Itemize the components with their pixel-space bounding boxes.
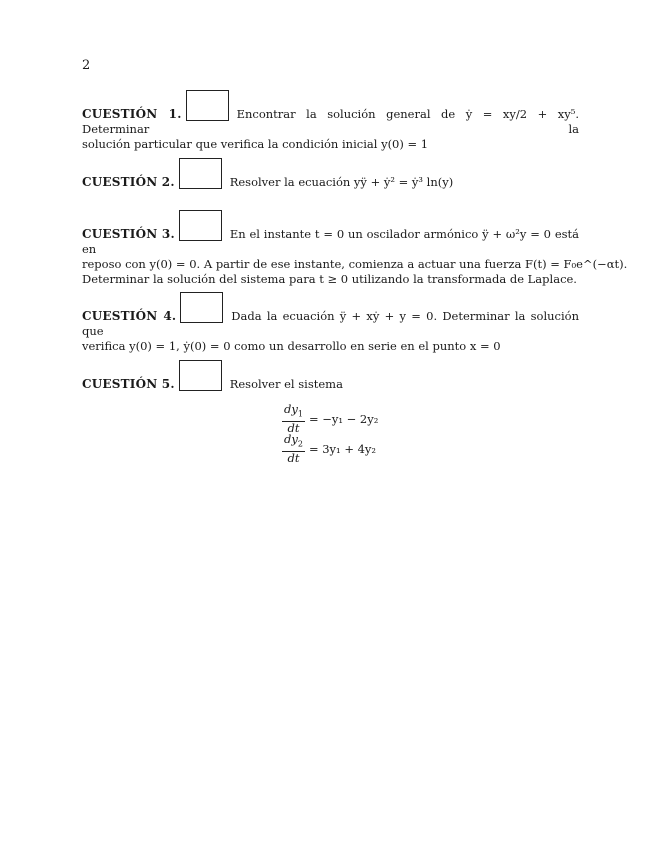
page-number: 2	[82, 58, 91, 73]
question-4-line-2: verifica y(0) = 1, ẏ(0) = 0 como un desarrollo en serie en el punto x = 0	[82, 339, 501, 353]
answer-box-5[interactable]	[179, 360, 222, 391]
eq1-num: dy	[284, 402, 298, 417]
question-2-text-1: Resolver la ecuación yÿ + ẏ² = ẏ³ ln(y)	[229, 175, 454, 189]
question-3-label: CUESTIÓN 3.	[82, 227, 175, 241]
question-1	[82, 90, 579, 152]
question-3-line-1	[82, 210, 579, 257]
eq1-den: dt	[287, 420, 300, 435]
question-4-text-1: Dada la ecuación ÿ + xẏ + y = 0. Determinar la solución que	[82, 309, 579, 338]
question-2	[82, 158, 579, 190]
answer-box-4[interactable]	[180, 292, 223, 323]
question-1-text-1: Encontrar la solución general de ẏ = xy/2 + xy⁵. Determinar la	[82, 107, 580, 136]
eq2-num-sub: 2	[297, 439, 303, 449]
system-equation-2	[282, 434, 378, 464]
question-5-label: CUESTIÓN 5.	[82, 377, 175, 391]
question-2-label: CUESTIÓN 2.	[82, 175, 175, 189]
derivative-dy2-dt	[282, 433, 305, 464]
eq2-rhs: = 3y₁ + 4y₂	[308, 442, 377, 456]
differential-system	[282, 404, 378, 464]
answer-box-1[interactable]	[186, 90, 229, 121]
question-4	[82, 292, 579, 354]
system-equation-1	[282, 404, 378, 434]
question-4-label: CUESTIÓN 4.	[82, 309, 177, 323]
question-4-line-1	[82, 292, 579, 339]
answer-box-2[interactable]	[179, 158, 222, 189]
question-1-label: CUESTIÓN 1.	[82, 107, 182, 121]
question-5	[82, 360, 579, 392]
derivative-dy1-dt	[282, 403, 305, 434]
question-3-line-2: reposo con y(0) = 0. A partir de ese instante, comienza a actuar una fuerza F(t) = F₀e^(−αt).	[82, 257, 628, 271]
question-3-line-3: Determinar la solución del sistema para t ≥ 0 utilizando la transformada de Laplace.	[82, 272, 577, 286]
eq2-num: dy	[284, 432, 298, 447]
question-3-text-1: En el instante t = 0 un oscilador armónico ÿ + ω²y = 0 está en	[82, 227, 579, 256]
question-1-line-2: solución particular que verifica la condición inicial y(0) = 1	[82, 137, 429, 151]
question-5-text-1: Resolver el sistema	[229, 377, 343, 391]
question-3	[82, 210, 628, 287]
eq2-den: dt	[287, 450, 300, 465]
question-5-line-1	[82, 360, 579, 392]
answer-box-3[interactable]	[179, 210, 222, 241]
eq1-num-sub: 1	[297, 409, 303, 419]
question-1-line-1	[82, 90, 579, 137]
question-2-line-1	[82, 158, 579, 190]
eq1-rhs: = −y₁ − 2y₂	[308, 412, 379, 426]
